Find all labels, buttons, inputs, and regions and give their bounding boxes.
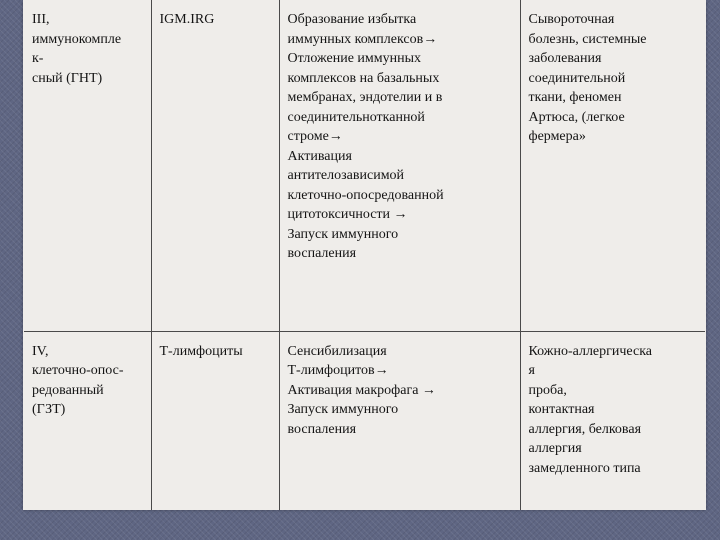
cell-text-line: клеточно-опосредованной	[287, 187, 444, 203]
cell-text-line: IV,	[32, 343, 49, 359]
agent-cell	[151, 331, 279, 510]
cell-text-line: заболевания	[528, 51, 602, 66]
cell-text-line: антителозависимой	[287, 168, 405, 183]
cell-text-line: III,	[32, 12, 50, 27]
cell-text-line: Запуск иммунного	[287, 226, 399, 242]
cell-text-line: редованный	[32, 382, 104, 398]
examples-cell	[520, 0, 705, 331]
cell-text-line: ткани, феномен	[528, 90, 622, 105]
agent-cell	[151, 0, 279, 331]
cell-text-line: иммунокомпле	[32, 31, 122, 47]
cell-text-line: комплексов на базальных	[287, 70, 440, 86]
cell-text-line: замедленного типа	[528, 460, 641, 476]
cell-text-line: Артюса, (легкое	[528, 109, 625, 125]
cell-text-line: мембранах, эндотелии и в	[287, 90, 443, 105]
cell-text-line: соединительной	[528, 70, 626, 86]
slide-content	[23, 0, 706, 510]
cell-text-line: клеточно-опос-	[32, 363, 124, 378]
cell-text-line: Запуск иммунного	[287, 402, 399, 417]
mechanism-cell	[279, 0, 520, 331]
table-row	[24, 331, 705, 510]
cell-text-line: Сывороточная	[528, 12, 615, 27]
type-cell	[24, 331, 151, 510]
cell-text-line: аллергия, белковая	[528, 421, 642, 437]
cell-text-line: Т-лимфоциты	[159, 343, 243, 359]
cell-text-line: болезнь, системные	[528, 31, 647, 47]
cell-text-line: фермера»	[528, 129, 586, 144]
cell-text-line: контактная	[528, 402, 595, 417]
cell-text-line: сный (ГНТ)	[32, 70, 103, 86]
table-row	[24, 0, 705, 331]
cell-text-line: Образование избытка	[287, 12, 417, 27]
cell-text-line: воспаления	[287, 246, 357, 261]
cell-text-line: иммунных комплексов→	[287, 31, 438, 47]
cell-text-line: Кожно-аллергическа	[528, 343, 652, 359]
cell-text-line: Отложение иммунных	[287, 51, 422, 66]
cell-text-line: Активация макрофага →	[287, 382, 436, 398]
cell-text-line: строме→	[287, 129, 343, 144]
type-cell	[24, 0, 151, 331]
cell-text-line: (ГЗТ)	[32, 402, 66, 417]
examples-cell	[520, 331, 705, 510]
mechanism-cell	[279, 331, 520, 510]
cell-text-line: проба,	[528, 382, 567, 398]
hypersensitivity-table	[24, 0, 705, 510]
cell-text-line: Активация	[287, 148, 352, 164]
cell-text-line: Т-лимфоцитов→	[287, 363, 389, 378]
cell-text-line: соединительнотканной	[287, 109, 425, 125]
cell-text-line: IGM.IRG	[159, 12, 215, 27]
cell-text-line: Сенсибилизация	[287, 343, 387, 359]
cell-text-line: к-	[32, 51, 44, 66]
cell-text-line: я	[528, 363, 535, 378]
cell-text-line: цитотоксичности →	[287, 207, 408, 222]
cell-text-line: аллергия	[528, 441, 582, 456]
cell-text-line: воспаления	[287, 421, 357, 437]
